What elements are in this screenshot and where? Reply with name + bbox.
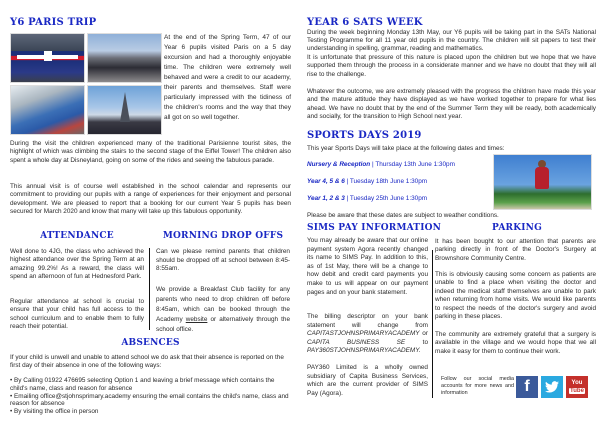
twitter-icon[interactable]: [541, 376, 563, 398]
stadium-photo: [10, 85, 85, 135]
absence-method-phone: • By Calling 01922 476695 selecting Option 1 and leaving a brief message which contains the child's name, class and reason for absence: [10, 377, 275, 392]
sports-title: SPORTS DAYS 2019: [307, 130, 422, 141]
sats-title: YEAR 6 SATS WEEK: [307, 17, 423, 28]
sims-pay-para2: The billing descriptor on your bank statement will change from CAPITASTJOHNSPRIMARYACADEMY or CAPITA BUSINESS SE to PAY360STJOHNSPRIMARYACADEMY.: [307, 313, 429, 355]
parking-para2: This is obviously causing some concern as patients are unable to find a place when visiting the doctor and indeed the medical staff themselves are unable to park when returning from home visits. We would like parents to respect the needs of the doctor's surgery and avoid parking in these places.: [435, 271, 596, 321]
absences-intro: If your child is unwell and unable to attend school we do ask that their absence is reported on the first day of their absence in one of the following ways:: [10, 354, 284, 369]
sports-note: Please be aware that these dates are subject to weather conditions.: [307, 212, 499, 219]
parking-para3: The community are extremely grateful that a surgery is available in the village and we would hope that we all make it easy for them to continue their work.: [435, 331, 596, 355]
attendance-title: ATTENDANCE: [40, 231, 114, 241]
paris-trip-para3: This annual visit is of course well established in the school calendar and represents our commitment to providing our pupils with a range of experiences for their enjoyment and personal development. We are pleased to report that a booking for our current Year 5 pupils has been secured for March 2020 and know that many will take up this fabulous opportunity.: [10, 183, 291, 216]
champs-elysees-group-photo: [87, 33, 162, 83]
absence-method-email: • Emailing office@stjohnsprimary.academy ensuring the email contains the child's name, class and reason for absence: [10, 392, 289, 408]
sats-para2: Whatever the outcome, we are extremely pleased with the progress the children have made this year and the mature attitude they have displayed as we have worked together to prepare for what lies ahead. We have no doubt that by the end of the Summer Term they will be ready, both academically and socially, for the transition to High School next year.: [307, 88, 596, 121]
sports-day-3: Year 1, 2 & 3 | Tuesday 25th June 1:30pm: [307, 195, 428, 202]
drop-offs-para2: We provide a Breakfast Club facility for any parents who need to drop children off before 8:45am, which can be booked through the Academy website or alternatively through the school office.: [156, 286, 290, 333]
youtube-icon[interactable]: You Tube: [566, 376, 588, 398]
attendance-para2: Regular attendance at school is crucial to ensure that your child has full access to the school curriculum and to enable them to fully reach their potential.: [10, 298, 144, 331]
absences-list: [10, 377, 291, 416]
column-divider: [149, 248, 150, 330]
paris-trip-intro: At the end of the Spring Term, 47 of our Year 6 pupils visited Paris on a 5 day excursion and had a thoroughly enjoyable time. The children were extremely well behaved and were a credit to our academy, their parents and themselves. Staff were particularly impressed with the tidiness of the children's rooms and the way that they all got on so well together.: [164, 34, 291, 121]
eiffel-tower-group-photo: [87, 85, 162, 135]
absence-method-visit: • By visiting the office in person: [10, 408, 99, 416]
sims-pay-title: SIMS PAY INFORMATION: [307, 223, 442, 233]
attendance-para1: Well done to 4JG, the class who achieved the highest attendance over the Spring Term at an amazing 99.2%! As a reward, the class will spend an afternoon of fun at Hednesford Park.: [10, 248, 144, 281]
social-follow-text: Follow our social media accounts for more news and information: [441, 376, 514, 396]
sats-para1: During the week beginning Monday 13th May, our Y6 pupils will be taking part in the SATs National Testing Programme for all 11 year old pupils in the country. The children will sit papers to test their understanding in spelling, grammar, reading and mathematics.: [307, 29, 596, 53]
drop-offs-title: MORNING DROP OFFS: [162, 231, 284, 241]
union-flag-group-photo: [10, 33, 85, 83]
parking-para1: It has been bought to our attention that parents are parking directly in front of the Doctor's Surgery at Brownshore Community Centre.: [435, 238, 596, 262]
drop-offs-para1: Can we please remind parents that children should be dropped off at school between 8:45-8:55am.: [156, 248, 290, 273]
sims-pay-para3: PAY360 Limited is a wholly owned subsidiary of Capita Business Services, which are the current provider of SIMS Pay (Agora).: [307, 364, 428, 397]
sims-pay-para1: You may already be aware that our online payment system Agora recently changed its name to SIMS Pay. In addition to this, as of 1st May, there will be a change to how debit and credit card payments you make to us will appear on our payment pages and on your bank statement.: [307, 237, 428, 296]
sports-day-2: Year 4, 5 & 6 | Tuesday 18th June 1:30pm: [307, 178, 428, 185]
paris-trip-title: Y6 PARIS TRIP: [10, 17, 97, 28]
paris-trip-para2: During the visit the children experienced many of the traditional Parisienne tourist sites, the highlight of which was climbing the stairs to the second stage of the Eiffel Tower! The children also spent a whole day at Disneyland, going on some of the rides and seeing the fabulous parade.: [10, 140, 291, 164]
absences-title: ABSENCES: [121, 338, 180, 348]
sports-intro: This year Sports Days will take place at the following dates and times:: [307, 145, 505, 152]
sports-day-1: Nursery & Reception | Thursday 13th June 1:30pm: [307, 161, 455, 168]
sports-day-runner-photo: [493, 154, 592, 210]
sats-para1b: It is unfortunate that pressure of this nature is placed upon the children but we hope that we have supported them through the process in a considerate manner and we have no doubt that they will all rise to the challenge.: [307, 54, 596, 78]
parking-title: PARKING: [492, 223, 542, 233]
academy-website-link[interactable]: website: [185, 316, 208, 323]
facebook-icon[interactable]: f: [516, 376, 538, 398]
column-divider-right: [432, 250, 433, 398]
twitter-bird-icon: [545, 381, 559, 393]
